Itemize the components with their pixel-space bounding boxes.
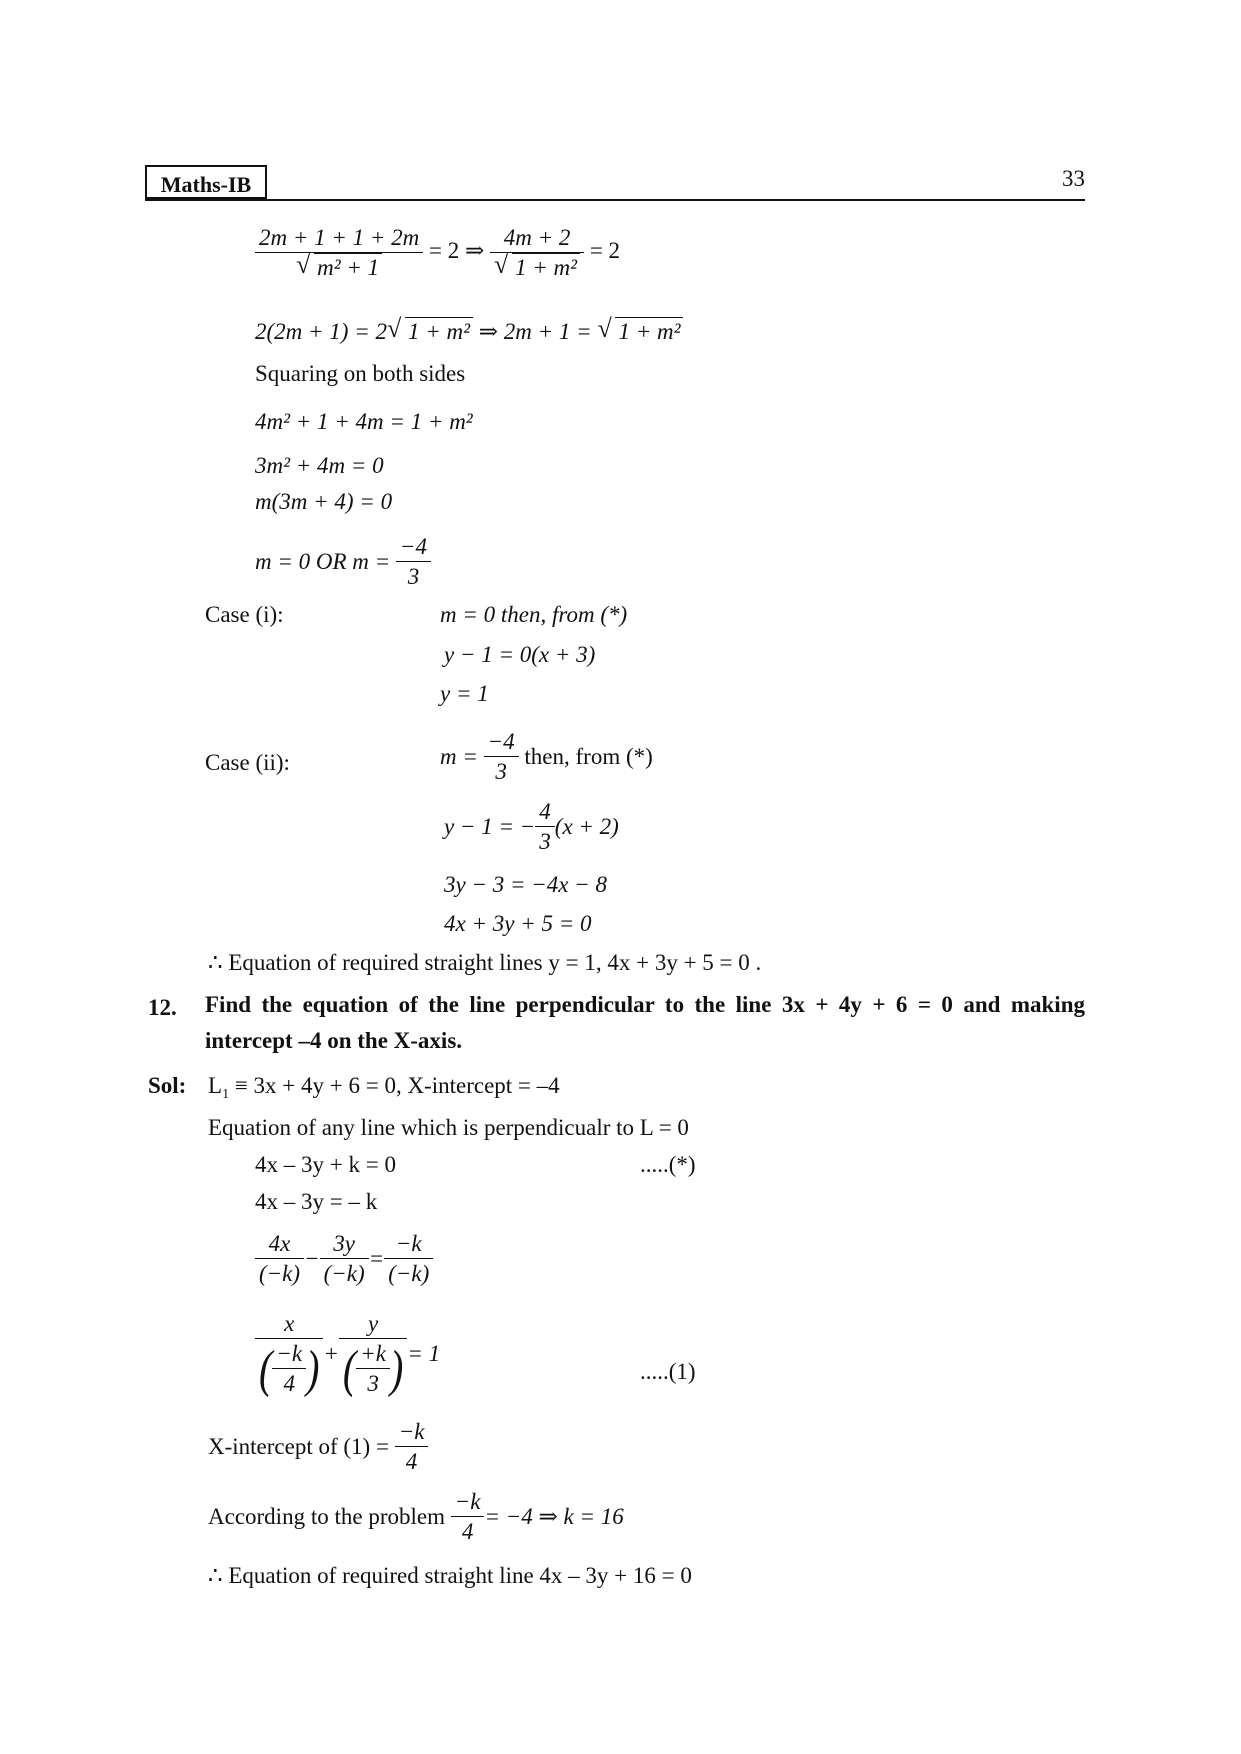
equation-step-1 (255, 226, 620, 279)
question-text: Find the equation of the line perpendicular to the line 3x + 4y + 6 = 0 and making intercept –4 on the X-axis. (205, 992, 1085, 1053)
equation-step-4: 3m² + 4m = 0 (255, 453, 384, 478)
equation-tag-star: .....(*) (640, 1152, 696, 1177)
denominator: √ m² + 1 (255, 252, 423, 279)
question-number: 12. (148, 995, 177, 1020)
equals-two: = 2 (589, 237, 621, 263)
numerator: 2m + 1 + 1 + 2m (259, 225, 420, 250)
solution-line-4: 4x – 3y = – k (255, 1189, 378, 1214)
fraction (255, 226, 423, 279)
solution-line-5: $\frac{4x}{(-k)}$ − $\frac{3y}{(-k)}$ = $\frac{-k}{(-k)}$ (255, 1232, 433, 1285)
case-1-line-2: y − 1 = 0(x + 3) (444, 642, 596, 667)
numerator: 4m + 2 (503, 225, 571, 250)
case-2-line-2: y − 1 = − $\frac{4}{3}$ (x + 2) (444, 799, 619, 854)
solution-label: Sol: (148, 1073, 187, 1098)
solution-line-1: $L_1 \equiv 3x + 4y + 6 = 0$, X-intercept = –4 (208, 1073, 560, 1102)
fraction (490, 226, 584, 279)
solution-line-6: x ( $\frac{-k}{4}$ ) + y ( $\frac{+k}{3}$ ) = 1 (255, 1312, 440, 1395)
case-2-line-1: m = $\frac{-4}{3}$ then, from (*) (440, 729, 653, 784)
solution-line-7: X-intercept of (1) = $\frac{-k}{4}$ (208, 1420, 428, 1473)
header-rule (145, 199, 1085, 201)
equation-step-3: 4m² + 1 + 4m = 1 + m² (255, 409, 473, 434)
conclusion-2: ∴ Equation of required straight line 4x – 3y + 16 = 0 (208, 1563, 692, 1588)
case-2-line-4: 4x + 3y + 5 = 0 (444, 911, 592, 936)
case-1-line-1: m = 0 then, from (*) (440, 602, 628, 627)
book-title: Maths-IB (160, 172, 252, 197)
equation-tag-1: .....(1) (640, 1359, 696, 1384)
case-2-line-3: 3y − 3 = −4x − 8 (444, 872, 607, 897)
solution-line-2: Equation of any line which is perpendicualr to L = 0 (208, 1115, 689, 1140)
page-number: 33 (1062, 166, 1085, 191)
equation-step-6: m = 0 OR m = $\frac{-4}{3}$ (255, 535, 431, 588)
case-1-line-3: y = 1 (440, 681, 489, 706)
case-1-label: Case (i): (205, 602, 284, 627)
conclusion-1: ∴ Equation of required straight lines y = 1, 4x + 3y + 5 = 0 . (208, 950, 762, 975)
book-title-box (145, 165, 267, 199)
equation-step-5: m(3m + 4) = 0 (255, 489, 393, 514)
solution-line-8: According to the problem $\frac{-k}{4}$ = −4 ⇒ k = 16 (208, 1489, 624, 1544)
denominator: √ 1 + m² (490, 252, 584, 279)
equals-implies: = 2 ⇒ (429, 237, 485, 263)
squaring-note: Squaring on both sides (255, 361, 466, 386)
solution-line-3: 4x – 3y + k = 0 (255, 1152, 396, 1177)
case-2-label: Case (ii): (205, 750, 290, 775)
equation-step-2: 2(2m + 1) = 2 √ 1 + m² ⇒ 2m + 1 = √ 1 + m² (255, 320, 683, 343)
